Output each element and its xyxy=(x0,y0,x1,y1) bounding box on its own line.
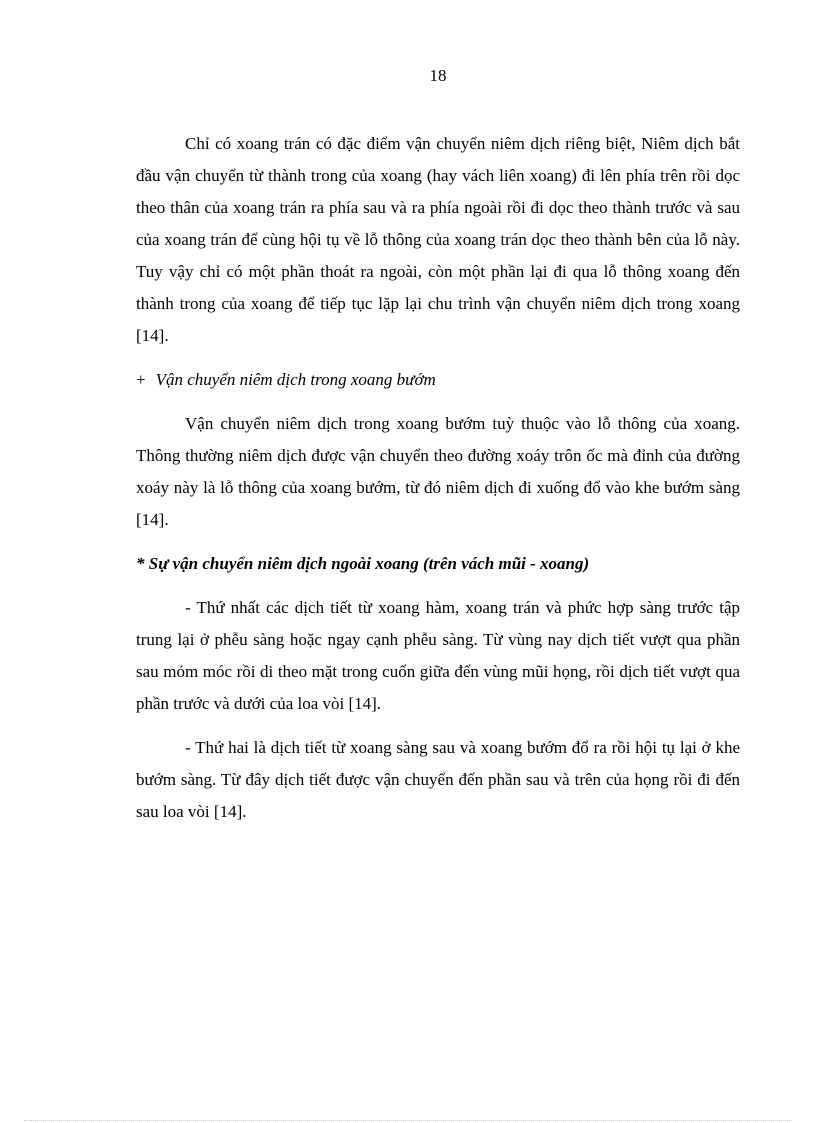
subheading-sphenoid xyxy=(136,364,740,396)
page-number: 18 xyxy=(429,66,447,85)
paragraph-frontal-sinus: Chỉ có xoang trán có đặc điểm vận chuyển niêm dịch riêng biệt, Niêm dịch bắt đầu vận chuyển từ thành trong của xoang (hay vách liên xoang) đi lên phía trên rồi dọc theo thân của xoang trán ra phía sau và ra phía ngoài rồi đi dọc theo thành trước và sau của xoang trán để cùng hội tụ về lỗ thông của xoang trán dọc theo thành bên của lỗ này. Tuy vậy chỉ có một phần thoát ra ngoài, còn một phần lại đi qua lỗ thông xoang đến thành trong của xoang để tiếp tục lặp lại chu trình vận chuyển niêm dịch trong xoang [14]. xyxy=(136,134,740,345)
subheading-marker: + xyxy=(136,370,146,389)
subheading-text: Vận chuyển niêm dịch trong xoang bướm xyxy=(155,370,436,389)
page-content xyxy=(136,128,740,840)
paragraph-sphenoid-sinus: Vận chuyển niêm dịch trong xoang bướm tuỳ thuộc vào lỗ thông của xoang. Thông thường niêm dịch được vận chuyển theo đường xoáy trôn ốc mà đỉnh của đường xoáy này là lỗ thông của xoang bướm, từ đó niêm dịch đi xuống đổ vào khe bướm sàng [14]. xyxy=(136,414,740,529)
section-heading: * Sự vận chuyển niêm dịch ngoài xoang (trên vách mũi - xoang) xyxy=(136,554,590,573)
paragraph-first-route: - Thứ nhất các dịch tiết từ xoang hàm, xoang trán và phức hợp sàng trước tập trung lại ở phễu sàng hoặc ngay cạnh phễu sàng. Từ vùng nay dịch tiết vượt qua phần sau mỏm móc rồi di theo mặt trong cuốn giữa đến vùng mũi họng, rồi dịch tiết vượt qua phần trước và dưới của loa vòi [14]. xyxy=(136,598,740,713)
paragraph-second-route: - Thứ hai là dịch tiết từ xoang sàng sau và xoang bướm đổ ra rồi hội tụ lại ở khe bướm sàng. Từ đây dịch tiết được vận chuyển đến phần sau và trên của họng rồi đi đến sau loa vòi [14]. xyxy=(136,738,740,821)
page-bottom-divider xyxy=(24,1120,792,1121)
